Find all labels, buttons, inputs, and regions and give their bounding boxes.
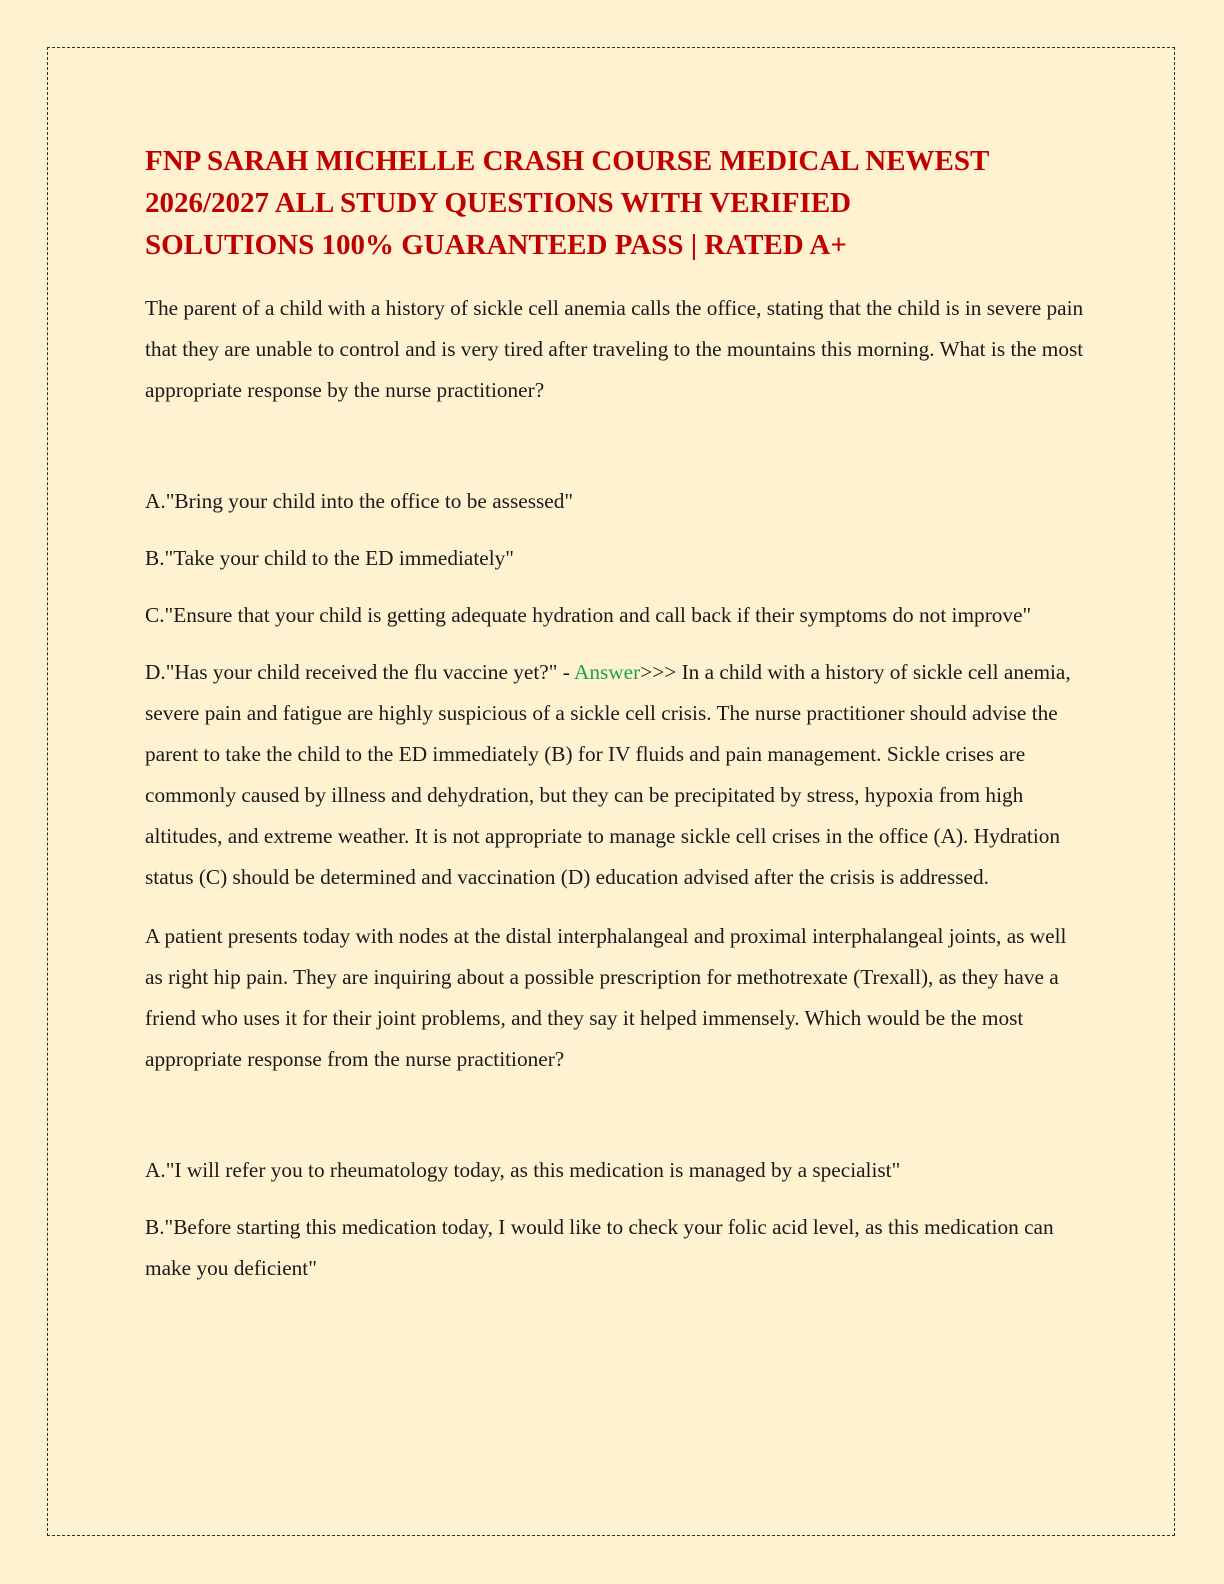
title-line: FNP SARAH MICHELLE CRASH COURSE MEDICAL NEWEST <box>145 145 990 177</box>
question-1-option-a: A."Bring your child into the office to be assessed" <box>145 489 574 513</box>
question-2-option-a: A."I will refer you to rheumatology today, as this medication is managed by a specialist" <box>145 1158 901 1182</box>
question-1-option-c: C."Ensure that your child is getting adequate hydration and call back if their symptoms do not improve" <box>145 603 1032 627</box>
title-line: 2026/2027 ALL STUDY QUESTIONS WITH VERIFIED <box>145 187 852 219</box>
document-title <box>145 140 1085 266</box>
question-1-option-d: D."Has your child received the flu vaccine yet?" - <box>145 660 574 684</box>
question-1-answer-explanation: >>> In a child with a history of sickle cell anemia, severe pain and fatigue are highly suspicious of a sickle cell crisis. The nurse practitioner should advise the parent to take the child to the ED immediately (B) for IV fluids and pain management. Sickle crises are commonly caused by illness and dehydration, but they can be precipitated by stress, hypoxia from high altitudes, and extreme weather. It is not appropriate to manage sickle cell crises in the office (A). Hydration status (C) should be determined and vaccination (D) education advised after the crisis is addressed. <box>145 660 1071 889</box>
title-line: SOLUTIONS 100% GUARANTEED PASS | RATED A+ <box>145 229 847 261</box>
question-2-option-b: B."Before starting this medication today, I would like to check your folic acid level, as this medication can make you deficient" <box>145 1215 1054 1280</box>
document-content <box>145 140 1085 1289</box>
question-2-stem: A patient presents today with nodes at the distal interphalangeal and proximal interphalangeal joints, as well as right hip pain. They are inquiring about a possible prescription for methotrexate (Trexall), as they have a friend who uses it for their joint problems, and they say it helped immensely. Which would be the most appropriate response from the nurse practitioner? <box>145 924 1067 1071</box>
question-1-option-d-with-answer <box>145 652 1085 898</box>
answer-label: Answer <box>573 660 641 684</box>
question-1-option-b: B."Take your child to the ED immediately" <box>145 546 514 570</box>
question-1-stem: The parent of a child with a history of sickle cell anemia calls the office, stating that the child is in severe pain that they are unable to control and is very tired after traveling to the mountains this morning. What is the most appropriate response by the nurse practitioner? <box>145 296 1084 402</box>
